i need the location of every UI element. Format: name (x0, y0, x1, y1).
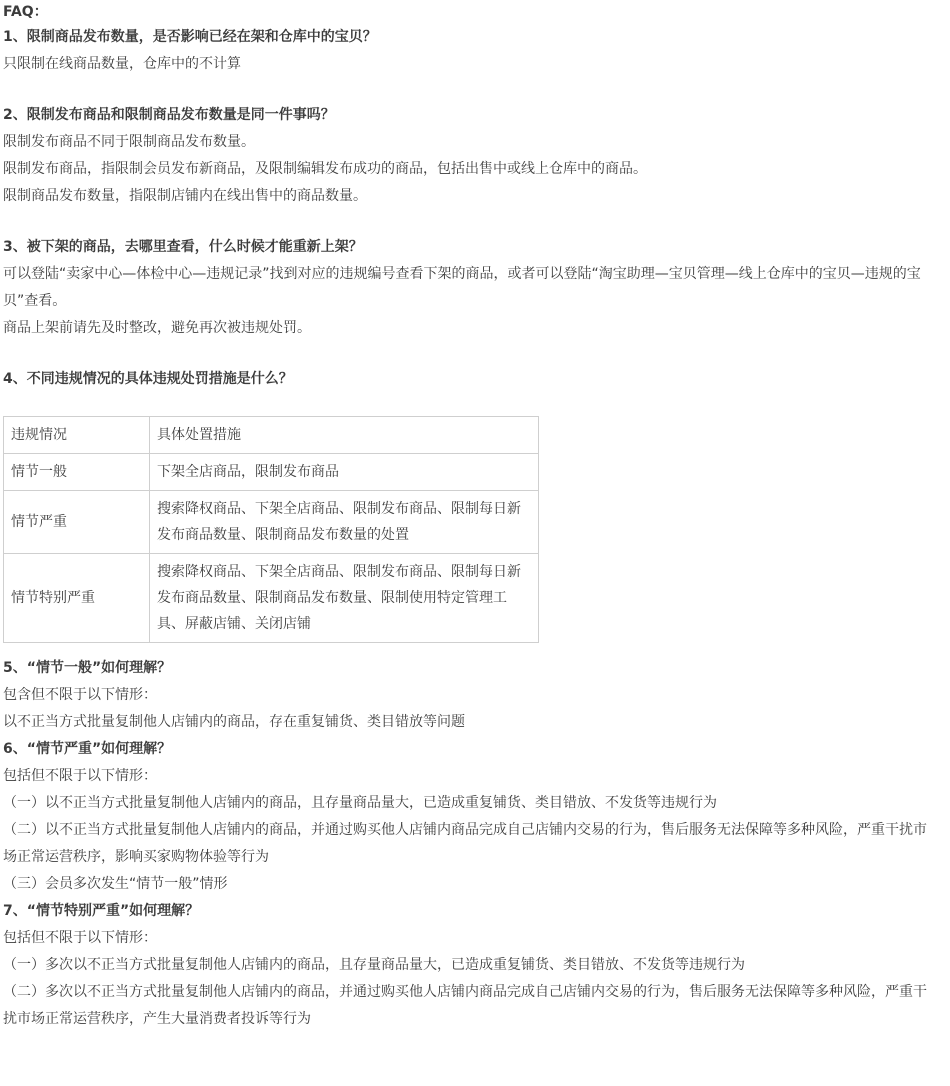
penalty-table (3, 416, 539, 643)
question-1-title: 1、限制商品发布数量，是否影响已经在架和仓库中的宝贝？ (3, 29, 377, 45)
table-cell-measures: 搜索降权商品、下架全店商品、限制发布商品、限制每日新发布商品数量、限制商品发布数量的处置 (150, 491, 539, 554)
question-3-title: 3、被下架的商品，去哪里查看，什么时候才能重新上架？ (3, 239, 363, 255)
answer-5-line-1: 包含但不限于以下情形： (3, 687, 157, 703)
question-6-title: 6、“情节严重”如何理解？ (3, 741, 172, 757)
answer-6-line-2: （一）以不正当方式批量复制他人店铺内的商品，且存量商品量大，已造成重复铺货、类目错放、不发货等违规行为 (3, 795, 717, 811)
answer-6-line-4: （三）会员多次发生“情节一般”情形 (3, 876, 228, 892)
answer-2-line-1: 限制发布商品不同于限制商品发布数量。 (3, 134, 255, 150)
question-5-title: 5、“情节一般”如何理解？ (3, 660, 172, 676)
question-4-title: 4、不同违规情况的具体违规处罚措施是什么？ (3, 371, 293, 387)
question-7-title: 7、“情节特别严重”如何理解？ (3, 903, 200, 919)
answer-6-line-3: （二）以不正当方式批量复制他人店铺内的商品，并通过购买他人店铺内商品完成自己店铺内交易的行为，售后服务无法保障等多种风险，严重干扰市场正常运营秩序，影响买家购物体验等行为 (3, 822, 927, 865)
table-cell-measures: 下架全店商品，限制发布商品 (150, 454, 539, 491)
table-header-situation: 违规情况 (4, 417, 150, 454)
answer-6-line-1: 包括但不限于以下情形： (3, 768, 157, 784)
answer-5-line-2: 以不正当方式批量复制他人店铺内的商品，存在重复铺货、类目错放等问题 (3, 714, 465, 730)
faq-heading: FAQ： (3, 4, 48, 20)
answer-2-line-2: 限制发布商品，指限制会员发布新商品，及限制编辑发布成功的商品，包括出售中或线上仓库中的商品。 (3, 161, 647, 177)
answer-3-line-1: 可以登陆“卖家中心—体检中心—违规记录”找到对应的违规编号查看下架的商品，或者可以登陆“淘宝助理—宝贝管理—线上仓库中的宝贝—违规的宝贝”查看。 (3, 266, 921, 309)
table-cell-situation: 情节严重 (4, 491, 150, 554)
answer-7-line-1: 包括但不限于以下情形： (3, 930, 157, 946)
answer-7-line-2: （一）多次以不正当方式批量复制他人店铺内的商品，且存量商品量大，已造成重复铺货、类目错放、不发货等违规行为 (3, 957, 745, 973)
answer-3-line-2: 商品上架前请先及时整改，避免再次被违规处罚。 (3, 320, 311, 336)
table-cell-situation: 情节一般 (4, 454, 150, 491)
answer-2-line-3: 限制商品发布数量，指限制店铺内在线出售中的商品数量。 (3, 188, 367, 204)
question-2-title: 2、限制发布商品和限制商品发布数量是同一件事吗？ (3, 107, 335, 123)
table-cell-measures: 搜索降权商品、下架全店商品、限制发布商品、限制每日新发布商品数量、限制商品发布数量、限制使用特定管理工具、屏蔽店铺、关闭店铺 (150, 554, 539, 643)
table-row (4, 491, 539, 554)
table-cell-situation: 情节特别严重 (4, 554, 150, 643)
table-header-measures: 具体处置措施 (150, 417, 539, 454)
table-header-row (4, 417, 539, 454)
table-row (4, 454, 539, 491)
table-row (4, 554, 539, 643)
answer-1-line-1: 只限制在线商品数量，仓库中的不计算 (3, 56, 241, 72)
answer-7-line-3: （二）多次以不正当方式批量复制他人店铺内的商品，并通过购买他人店铺内商品完成自己店铺内交易的行为，售后服务无法保障等多种风险，严重干扰市场正常运营秩序，产生大量消费者投诉等行为 (3, 984, 927, 1027)
